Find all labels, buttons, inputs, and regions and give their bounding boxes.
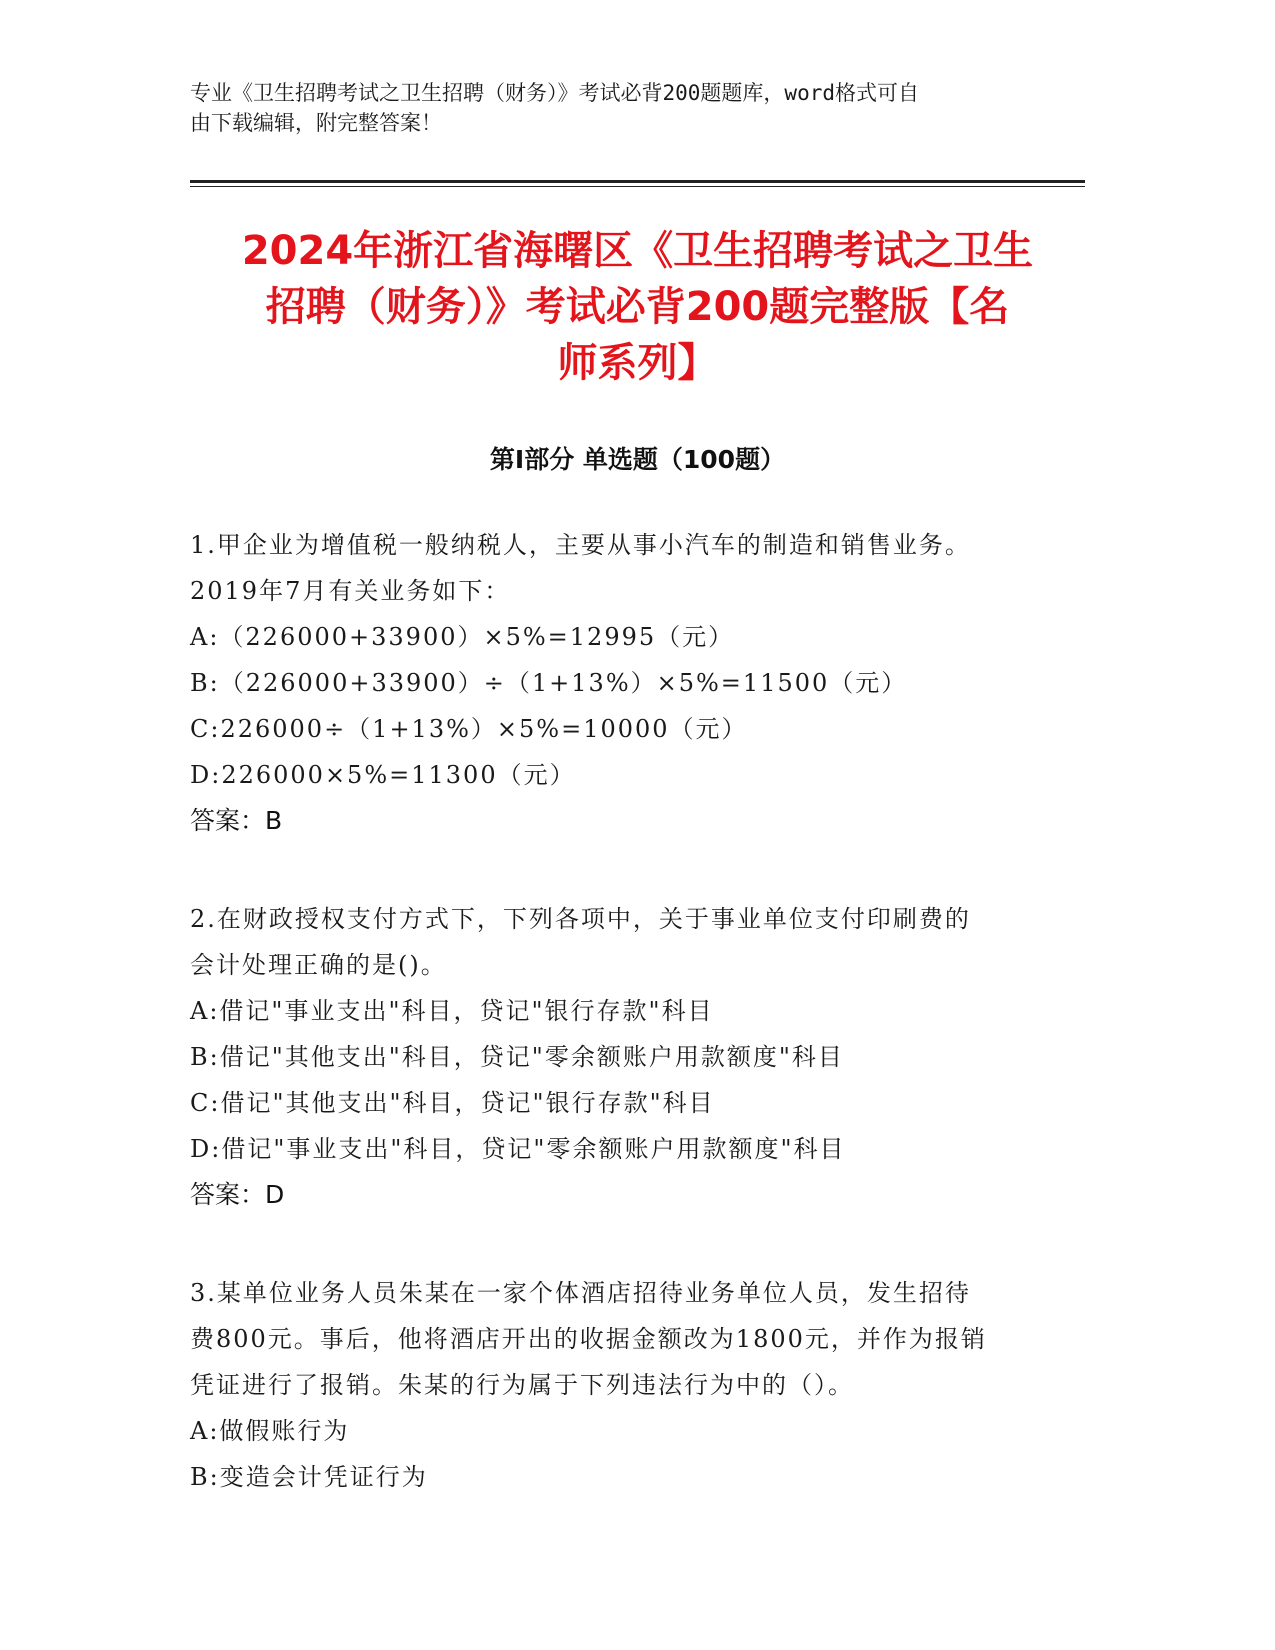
option-d: D:226000×5%=11300（元）: [190, 761, 576, 789]
option-c: C:226000÷（1+13%）×5%=10000（元）: [190, 715, 748, 743]
answer-label: 答案：B: [190, 806, 283, 835]
question-stem-line: 3.某单位业务人员朱某在一家个体酒店招待业务单位人员，发生招待: [190, 1279, 971, 1307]
question-list: [190, 522, 1090, 1552]
header-note-line-1: 专业《卫生招聘考试之卫生招聘（财务）》考试必背200题题库，word格式可自: [190, 81, 919, 105]
question-2: [190, 896, 1090, 1218]
option-a: A:做假账行为: [190, 1417, 350, 1445]
header-note: [190, 78, 1090, 138]
question-3: [190, 1270, 1090, 1500]
answer-label: 答案：D: [190, 1180, 285, 1209]
section-title: 第I部分 单选题（100题）: [489, 445, 786, 474]
question-stem-line: 2019年7月有关业务如下：: [190, 577, 511, 605]
option-b: B:借记"其他支出"科目，贷记"零余额账户用款额度"科目: [190, 1043, 844, 1071]
document-title: [150, 223, 1125, 391]
question-stem-line: 2.在财政授权支付方式下，下列各项中，关于事业单位支付印刷费的: [190, 905, 971, 933]
header-rule-thick: [190, 180, 1085, 183]
title-line-3: 师系列】: [557, 340, 718, 386]
option-d: D:借记"事业支出"科目，贷记"零余额账户用款额度"科目: [190, 1135, 846, 1163]
question-stem-line: 凭证进行了报销。朱某的行为属于下列违法行为中的（）。: [190, 1371, 854, 1399]
question-1: [190, 522, 1090, 844]
header-rule-thin: [190, 186, 1085, 187]
question-stem-line: 费800元。事后，他将酒店开出的收据金额改为1800元，并作为报销: [190, 1325, 987, 1353]
option-a: A:借记"事业支出"科目，贷记"银行存款"科目: [190, 997, 714, 1025]
option-a: A:（226000+33900）×5%=12995（元）: [190, 623, 735, 651]
question-stem-line: 会计处理正确的是()。: [190, 951, 447, 979]
title-line-2: 招聘（财务）》考试必背200题完整版【名: [265, 284, 1010, 330]
question-stem-line: 1.甲企业为增值税一般纳税人，主要从事小汽车的制造和销售业务。: [190, 531, 971, 559]
title-line-1: 2024年浙江省海曙区《卫生招聘考试之卫生: [241, 228, 1034, 274]
option-b: B:变造会计凭证行为: [190, 1463, 428, 1491]
option-b: B:（226000+33900）÷（1+13%）×5%=11500（元）: [190, 669, 908, 697]
option-c: C:借记"其他支出"科目，贷记"银行存款"科目: [190, 1089, 715, 1117]
header-note-line-2: 由下载编辑，附完整答案！: [190, 111, 442, 135]
